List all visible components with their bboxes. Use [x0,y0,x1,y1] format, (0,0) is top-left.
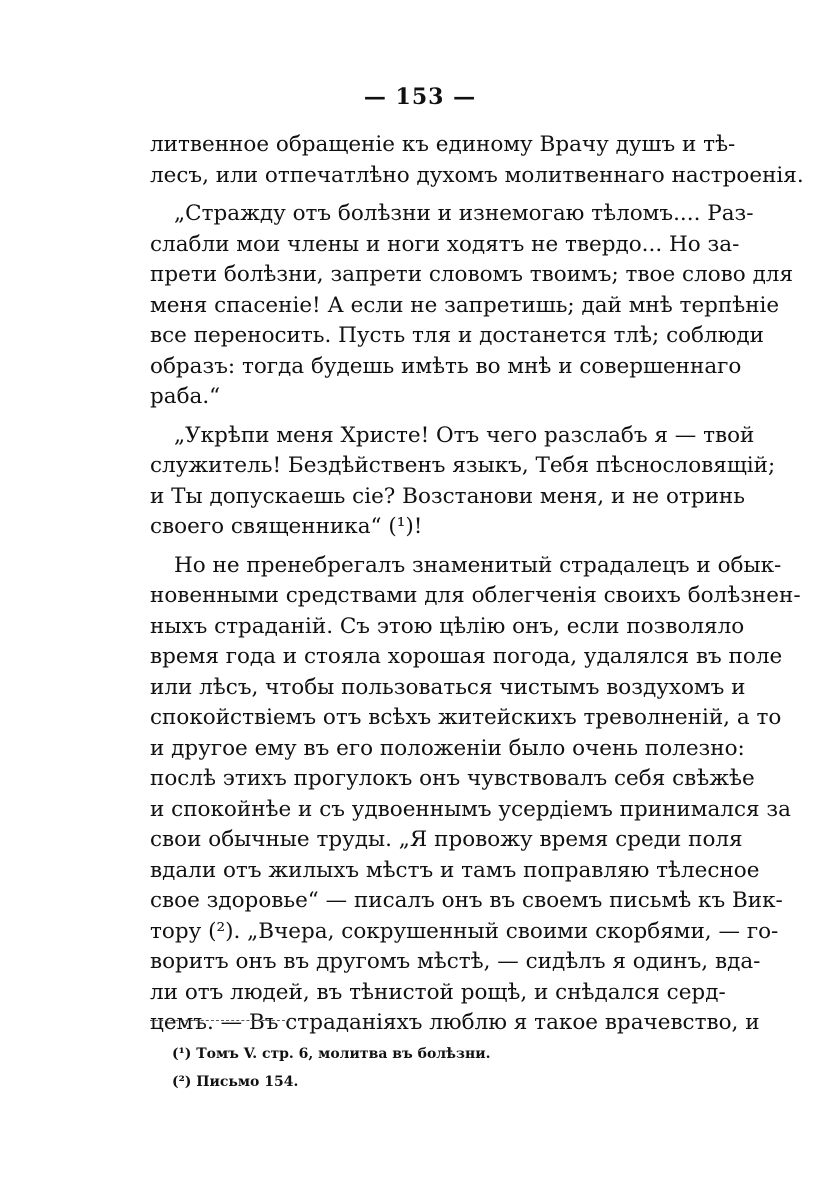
body-text [150,130,804,1039]
text-line: и спокойнѣе и съ удвоеннымъ усердіемъ принимался за [150,796,791,822]
text-line: „Стражду отъ болѣзни и изнемогаю тѣломъ.... Раз- [174,201,754,226]
footnote-1: (¹) Томъ V. стр. 6, молитва въ болѣзни. [172,1046,491,1062]
text-line: литвенное обращеніе къ единому Врачу душъ и тѣ- [150,132,736,157]
paragraph [150,551,801,1039]
text-line: свое здоровье“ — писалъ онъ въ своемъ письмѣ къ Вик- [150,888,783,913]
footnotes [172,1040,490,1096]
text-line: новенными средствами для облегченія своихъ болѣзнен- [150,583,801,608]
text-line: раба.“ [150,384,221,409]
text-line: служитель! Бездѣйственъ языкъ, Тебя пѣснословящій; [150,453,776,478]
paragraph [150,421,776,543]
text-line: цемъ. — Въ страданіяхъ люблю я такое врачевство, и [150,1010,760,1035]
paragraph [150,199,794,413]
text-line: послѣ этихъ прогулокъ онъ чувствовалъ себя свѣжѣе [150,766,755,791]
text-line: или лѣсъ, чтобы пользоваться чистымъ воздухомъ и [150,674,746,700]
text-line: „Укрѣпи меня Христе! Отъ чего разслабъ я — твой [174,422,755,448]
footnote-2: (²) Письмо 154. [172,1074,299,1090]
text-line: Но не пренебрегалъ знаменитый страдалецъ и обык- [174,552,782,578]
footnote-divider [150,1020,290,1021]
text-line: ли отъ людей, въ тѣнистой рощѣ, и снѣдался серд- [150,979,726,1005]
text-line: лесъ, или отпечатлѣно духомъ молитвеннаго настроенія. [150,162,804,188]
text-line: спокойствіемъ отъ всѣхъ житейскихъ треволненій, а то [150,705,782,730]
text-line: время года и стояла хорошая погода, удалялся въ поле [150,644,783,669]
page-number: — 153 — [363,84,477,110]
text-line: свои обычные труды. „Я провожу время среди поля [150,827,743,852]
text-line: воритъ онъ въ другомъ мѣстѣ, — сидѣлъ я одинъ, вда- [150,949,761,974]
paragraph [150,130,804,191]
text-line: все переносить. Пусть тля и достанется тлѣ; соблюди [150,323,764,348]
text-line: образъ: тогда будешь имѣть во мнѣ и совершеннаго [150,353,742,379]
text-line: тору (²). „Вчера, сокрушенный своими скорбями, — го- [150,918,779,944]
text-line: своего священника“ (¹)! [150,514,423,539]
text-line: и другое ему въ его положеніи было очень полезно: [150,735,745,761]
text-line: и Ты допускаешь сіе? Возстанови меня, и не отринь [150,483,745,509]
text-line: прети болѣзни, запрети словомъ твоимъ; твое слово для [150,262,794,287]
text-line: ныхъ страданій. Съ этою цѣлію онъ, если позволяло [150,613,745,639]
text-line: меня спасеніе! А если не запретишь; дай мнѣ терпѣніе [150,292,780,318]
text-line: вдали отъ жилыхъ мѣстъ и тамъ поправляю тѣлесное [150,857,760,883]
text-line: слабли мои члены и ноги ходятъ не твердо... Но за- [150,231,740,257]
